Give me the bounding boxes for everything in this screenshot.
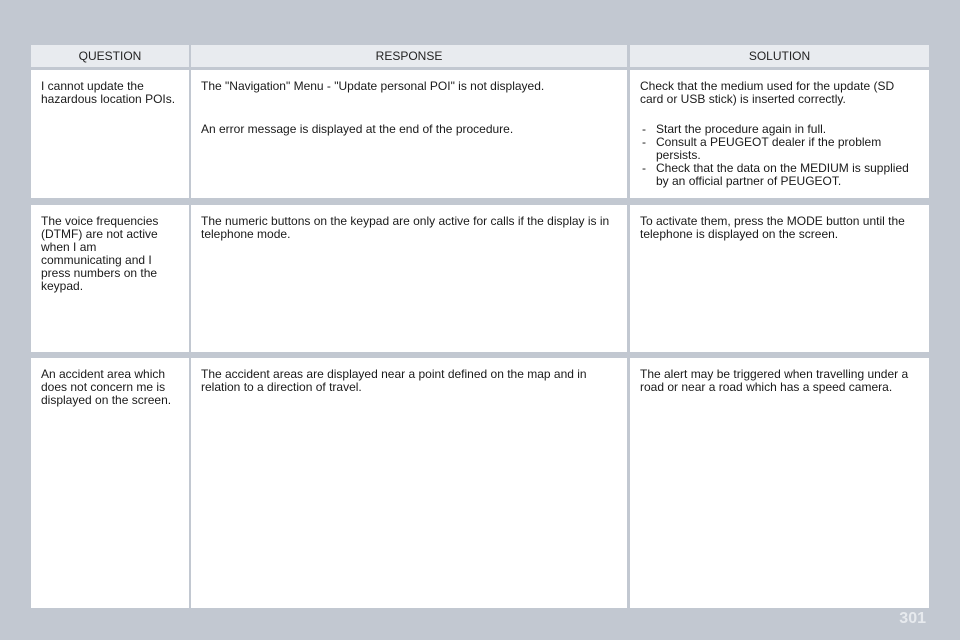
row2-solution — [630, 205, 929, 352]
row1-response-text-1: The "Navigation" Menu - "Update personal POI" is not displayed. — [201, 79, 545, 93]
row3-response-text: The accident areas are displayed near a point defined on the map and in relation to a direction of travel. — [201, 367, 587, 394]
header-question: QUESTION — [31, 45, 189, 67]
row3-question — [31, 358, 189, 608]
row1-question-text: I cannot update the hazardous location POIs. — [41, 79, 176, 106]
row1-question — [31, 70, 189, 198]
row1-solution — [630, 70, 929, 198]
header-response: RESPONSE — [191, 45, 627, 67]
list-item: - Consult a PEUGEOT dealer if the problem persists. — [640, 136, 919, 162]
page-number: 301 — [899, 610, 926, 627]
row2-response — [191, 205, 627, 352]
header-solution: SOLUTION — [630, 45, 929, 67]
row2-response-text: The numeric buttons on the keypad are only active for calls if the display is in telephone mode. — [201, 214, 610, 241]
list-item: - Start the procedure again in full. — [640, 123, 919, 136]
row3-response — [191, 358, 627, 608]
row1-response-text-2: An error message is displayed at the end of the procedure. — [201, 122, 514, 136]
row1-solution-list — [640, 123, 919, 188]
row3-question-text: An accident area which does not concern me is displayed on the screen. — [41, 367, 172, 407]
row2-question — [31, 205, 189, 352]
row1-solution-text: Check that the medium used for the update (SD card or USB stick) is inserted correctly. — [640, 79, 895, 106]
row3-solution — [630, 358, 929, 608]
list-item: - Check that the data on the MEDIUM is supplied by an official partner of PEUGEOT. — [640, 162, 919, 188]
row2-solution-text: To activate them, press the MODE button until the telephone is displayed on the screen. — [640, 214, 905, 241]
row1-response — [191, 70, 627, 198]
row3-solution-text: The alert may be triggered when travelling under a road or near a road which has a speed camera. — [640, 367, 909, 394]
row2-question-text: The voice frequencies (DTMF) are not active when I am communicating and I press numbers on the keypad. — [41, 214, 159, 293]
